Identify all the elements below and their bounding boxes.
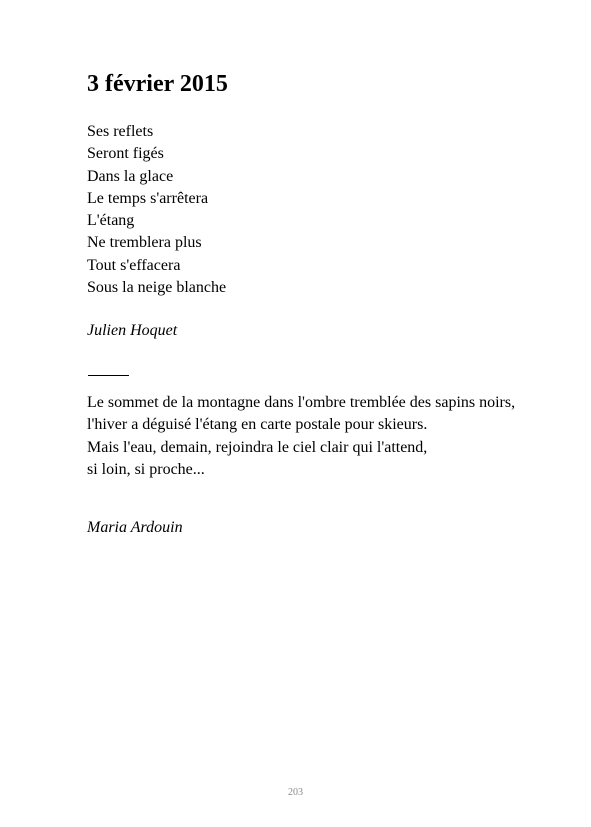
text-line: si loin, si proche... <box>87 460 205 478</box>
second-text-author: Maria Ardouin <box>87 519 183 536</box>
second-text <box>87 392 517 481</box>
poem-line: Le temps s'arrêtera <box>87 189 209 207</box>
text-line: Le sommet de la montagne dans l'ombre tremblée des sapins noirs, <box>87 394 516 411</box>
poem <box>87 121 226 299</box>
poem-line: Ne tremblera plus <box>87 234 202 252</box>
poem-line: Seront figés <box>87 145 164 163</box>
poem-line: Tout s'effacera <box>87 256 181 274</box>
poem-line: Ses reflets <box>87 123 154 140</box>
poem-author: Julien Hoquet <box>87 322 178 339</box>
section-divider <box>88 375 129 376</box>
page-number: 203 <box>288 787 303 798</box>
poem-line: Sous la neige blanche <box>87 279 227 297</box>
poem-line: Dans la glace <box>87 167 174 185</box>
text-line: l'hiver a déguisé l'étang en carte postale pour skieurs. <box>87 416 428 434</box>
text-line: Mais l'eau, demain, rejoindra le ciel clair qui l'attend, <box>87 438 428 456</box>
page-title: 3 février 2015 <box>87 71 228 97</box>
poem-line: L'étang <box>87 212 135 230</box>
